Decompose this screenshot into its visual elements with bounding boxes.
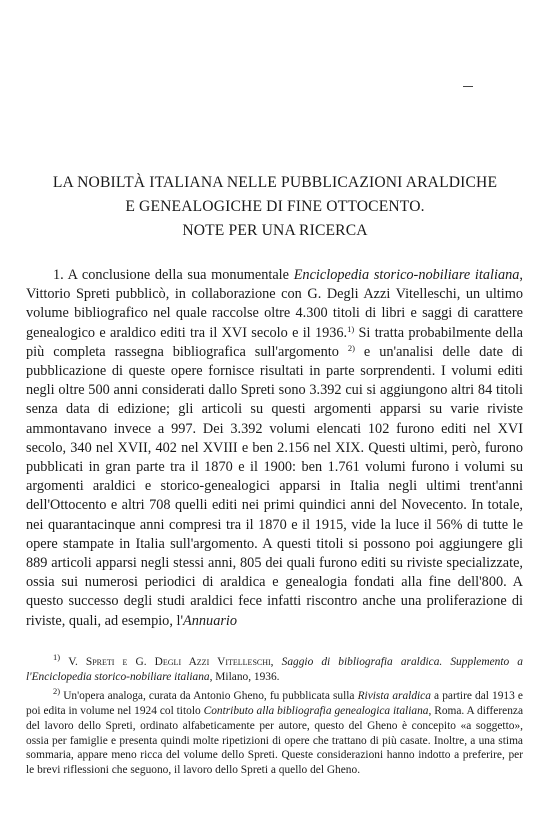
footnotes xyxy=(26,652,523,782)
footnote-1-authors: V. Spreti e G. Degli Azzi Vitelleschi xyxy=(68,656,271,668)
footnote-2-title: Contributo alla bibliografia genealogica italiana xyxy=(203,704,429,717)
p1-text-a: 1. A conclusione della sua monumentale xyxy=(53,267,294,283)
p1-text-d: e un'analisi delle date di pubblicazione di queste opere fornisce risultati in parte sorprendenti. I volumi editi negli oltre 500 anni considerati dallo Spreti sono 3.392 cui si aggiungono altri 84 titoli senza data di edizione; gli articoli su questi argomenti apparsi su varie riviste ammontavano invece a 997. Dei 3.392 volumi elencati 102 furono editi nel XVI secolo, 340 nel XVII, 402 nel XVIII e ben 2.156 nel XIX. Questi ultimi, però, furono pubblicati in gran parte tra il 1870 e il 1900: ben 1.761 volumi furono i volumi su argomenti araldici e storico-genealogici apparsi in Italia negli ultimi trent'anni dell'Ottocento e altri 708 quelli editi nei primi quindici anni del Novecento. In totale, nei quarantacinque anni compresi tra il 1870 e il 1915, vide la luce il 56% di tutte le opere stampate in Italia sull'argomento. A questi titoli si possono poi aggiungere gli 889 articoli apparsi negli stessi anni, 805 dei quali furono editi su riviste specializzate, ossia sui numerosi periodici di araldica e genealogia fondati alla fine dell'800. A questo successo degli studi araldici fece infatti riscontro anche una proliferazione di riviste, quali, ad esempio, l' xyxy=(26,343,524,629)
footnote-1-end: , Milano, 1936. xyxy=(209,670,280,683)
footnote-2 xyxy=(26,685,523,778)
footnote-1-sep: , xyxy=(270,656,282,668)
title-line-1: LA NOBILTÀ ITALIANA NELLE PUBBLICAZIONI ARALDICHE xyxy=(52,174,498,191)
footnote-2-text-c: , Roma. A differenza del lavoro dello Spreti, ordinato alfabeticamente per autore, questo del Gheno è concepito «a soggetto», ossia per famiglie e presenta quindi molte ripetizioni di opere che trattano di più casate. Inoltre, a una stima sommaria, appare meno ricca del volume dello Spreti. Queste considerazioni hanno indotto a preferire, per le brevi riflessioni che seguono, il lavoro dello Spreti a quello del Gheno. xyxy=(26,704,523,777)
footnote-1-title: Saggio di bibliografia araldica. Supplemento a l'Enciclopedia storico-nobiliare italiana xyxy=(26,656,523,683)
p1-annuario: Annuario xyxy=(183,612,238,629)
title-line-2: E GENEALOGICHE DI FINE OTTOCENTO. xyxy=(125,198,425,215)
footnote-1 xyxy=(26,652,523,685)
footnote-ref-2: 2) xyxy=(347,342,355,353)
p1-text-b: , Vittorio Spreti pubblicò, in collaborazione con G. Degli Azzi Vitelleschi, un ultimo volume bibliografico nel quale raccolse oltre 4.300 titoli di libri e saggi di carattere genealogico e araldico editi tra il XVI secolo e il 1936. xyxy=(26,267,523,341)
footnote-2-text-a: Un'opera analoga, curata da Antonio Gheno, fu pubblicata sulla xyxy=(60,689,358,702)
page-mark-dash xyxy=(463,86,473,87)
p1-text-c: Si tratta probabilmente della più completa rassegna bibliografica sull'argomento xyxy=(26,324,523,360)
paragraph-1 xyxy=(26,266,523,631)
article-title xyxy=(20,171,530,243)
footnote-2-mark: 2) xyxy=(53,685,61,696)
footnote-2-text-b: a partire dal 1913 e poi edita in volume nel 1924 col titolo xyxy=(26,689,523,717)
main-paragraph xyxy=(26,266,523,631)
title-line-3: NOTE PER UNA RICERCA xyxy=(182,222,368,239)
p1-encyclopedia-title: Enciclopedia storico-nobiliare italiana xyxy=(293,267,520,283)
footnote-ref-1: 1) xyxy=(347,323,355,334)
footnote-2-rivista: Rivista araldica xyxy=(357,689,431,702)
footnote-1-mark: 1) xyxy=(53,652,61,662)
